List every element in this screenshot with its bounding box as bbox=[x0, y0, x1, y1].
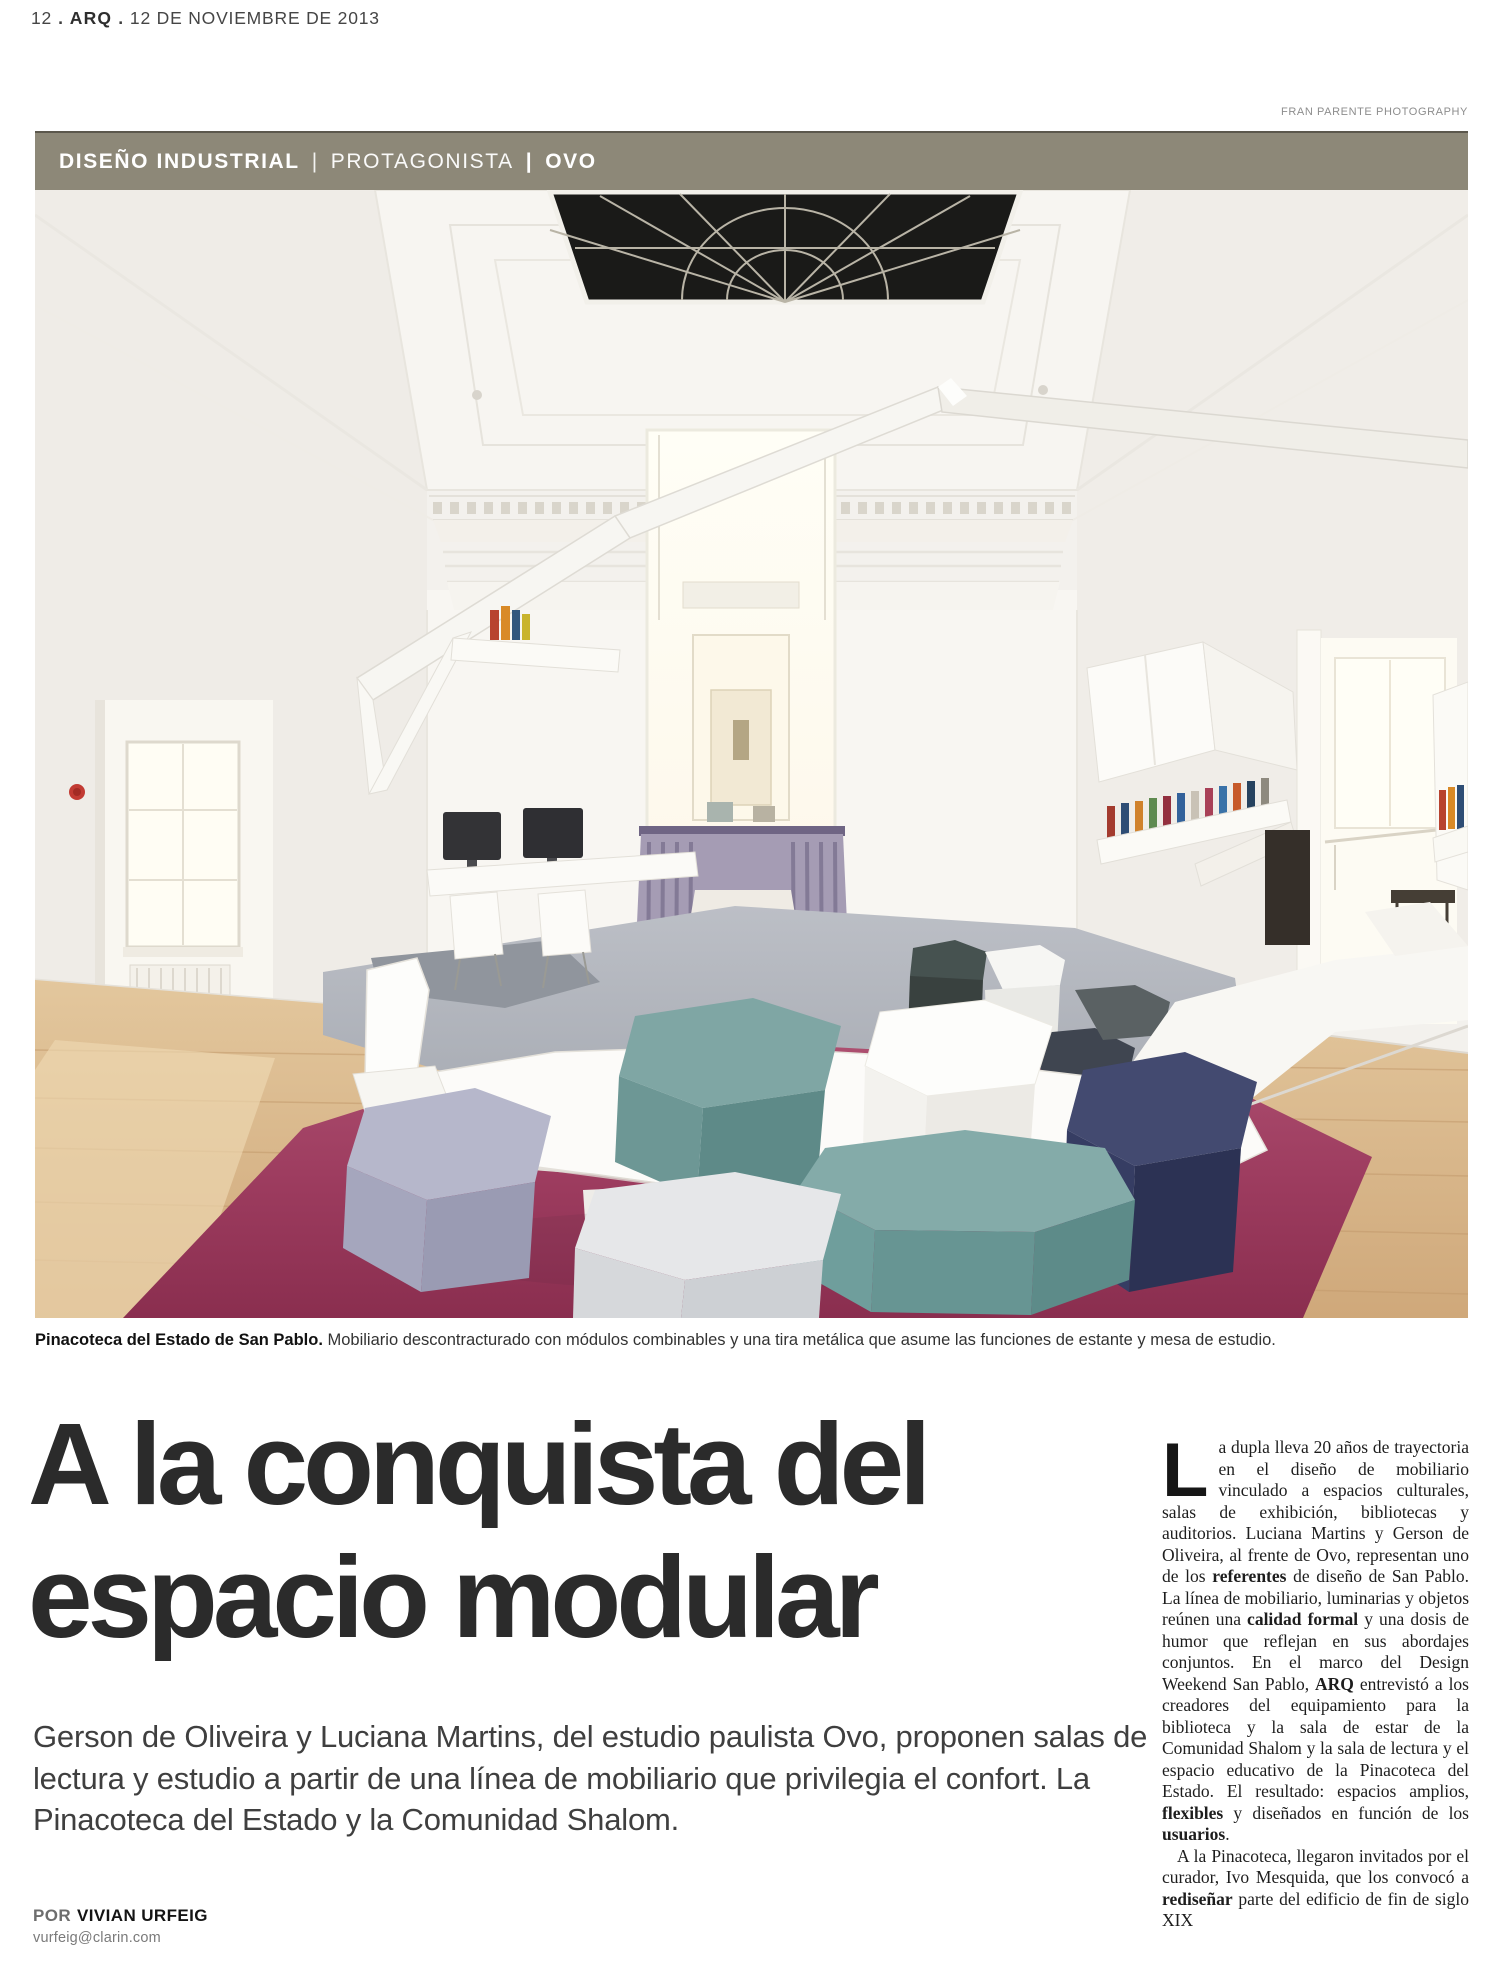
photo-illustration bbox=[35, 190, 1468, 1318]
byline bbox=[33, 1906, 208, 1946]
drop-cap: L bbox=[1162, 1437, 1209, 1513]
headline: A la conquista del espacio modular bbox=[28, 1399, 927, 1663]
photo-fire-alarm bbox=[69, 784, 85, 800]
article-text: A la Pinacoteca, llegaron invitados por el curador, Ivo Mesquida, que los convocó a rediseñar parte del edificio de fin de siglo XIX bbox=[1162, 1845, 1469, 1930]
masthead-separator: . bbox=[118, 8, 124, 28]
photo-left-doorway bbox=[95, 700, 273, 1010]
banner-separator: | bbox=[311, 149, 319, 173]
banner-category-label: PROTAGONISTA bbox=[330, 149, 514, 173]
masthead-brand: ARQ bbox=[69, 8, 113, 28]
article-paragraph bbox=[1162, 1846, 1469, 1932]
section-banner bbox=[35, 131, 1468, 190]
photo-skylight bbox=[550, 192, 1020, 302]
masthead bbox=[31, 8, 380, 29]
page-number: 12 bbox=[31, 8, 53, 28]
article-text: a dupla lleva 20 años de trayectoria en el diseño de mobiliario vinculado a espacios culturales, salas de exhibición, bibliotecas y auditorios. Luciana Martins y Gerson de Oliveira, al frente de Ovo, representan uno de los referentes de diseño de San Pablo. La línea de mobiliario, luminarias y objetos reúnen una calidad formal y una dosis de humor que reflejan en sus abordajes conjuntos. En el marco del Design Weekend San Pablo, ARQ entrevistó a los creadores del equipamiento para la biblioteca y la sala de estar de la Comunidad Shalom y la sala de lectura y el espacio educativo de la Pinacoteca del Estado. El resultado: espacios amplios, flexibles y diseñados en función de los usuarios. bbox=[1162, 1437, 1469, 1844]
photo-edge-shelf bbox=[1433, 682, 1468, 890]
byline-prefix: POR bbox=[33, 1906, 72, 1925]
photo-credit: FRAN PARENTE PHOTOGRAPHY bbox=[1281, 106, 1468, 118]
deck: Gerson de Oliveira y Luciana Martins, del estudio paulista Ovo, proponen salas de lectura y estudio a partir de una línea de mobiliario que privilegia el confort. La Pinacoteca del Estado y la Comunidad Shalom. bbox=[33, 1719, 1148, 1838]
banner-section-label: DISEÑO INDUSTRIAL bbox=[59, 149, 300, 173]
masthead-separator: . bbox=[58, 8, 64, 28]
caption-lead: Pinacoteca del Estado de San Pablo. bbox=[35, 1331, 323, 1349]
banner-tag-label: OVO bbox=[545, 149, 597, 173]
masthead-date: 12 DE NOVIEMBRE DE 2013 bbox=[129, 8, 380, 28]
article-paragraph bbox=[1162, 1437, 1469, 1846]
article-column bbox=[1162, 1437, 1469, 1968]
byline-email: vurfeig@clarin.com bbox=[33, 1930, 161, 1946]
byline-author: VIVIAN URFEIG bbox=[77, 1906, 208, 1925]
banner-separator: | bbox=[525, 149, 534, 173]
feature-photo bbox=[35, 190, 1468, 1318]
photo-caption bbox=[35, 1330, 1468, 1351]
caption-text: Mobiliario descontracturado con módulos combinables y una tira metálica que asume las funciones de estante y mesa de estudio. bbox=[322, 1331, 1276, 1349]
